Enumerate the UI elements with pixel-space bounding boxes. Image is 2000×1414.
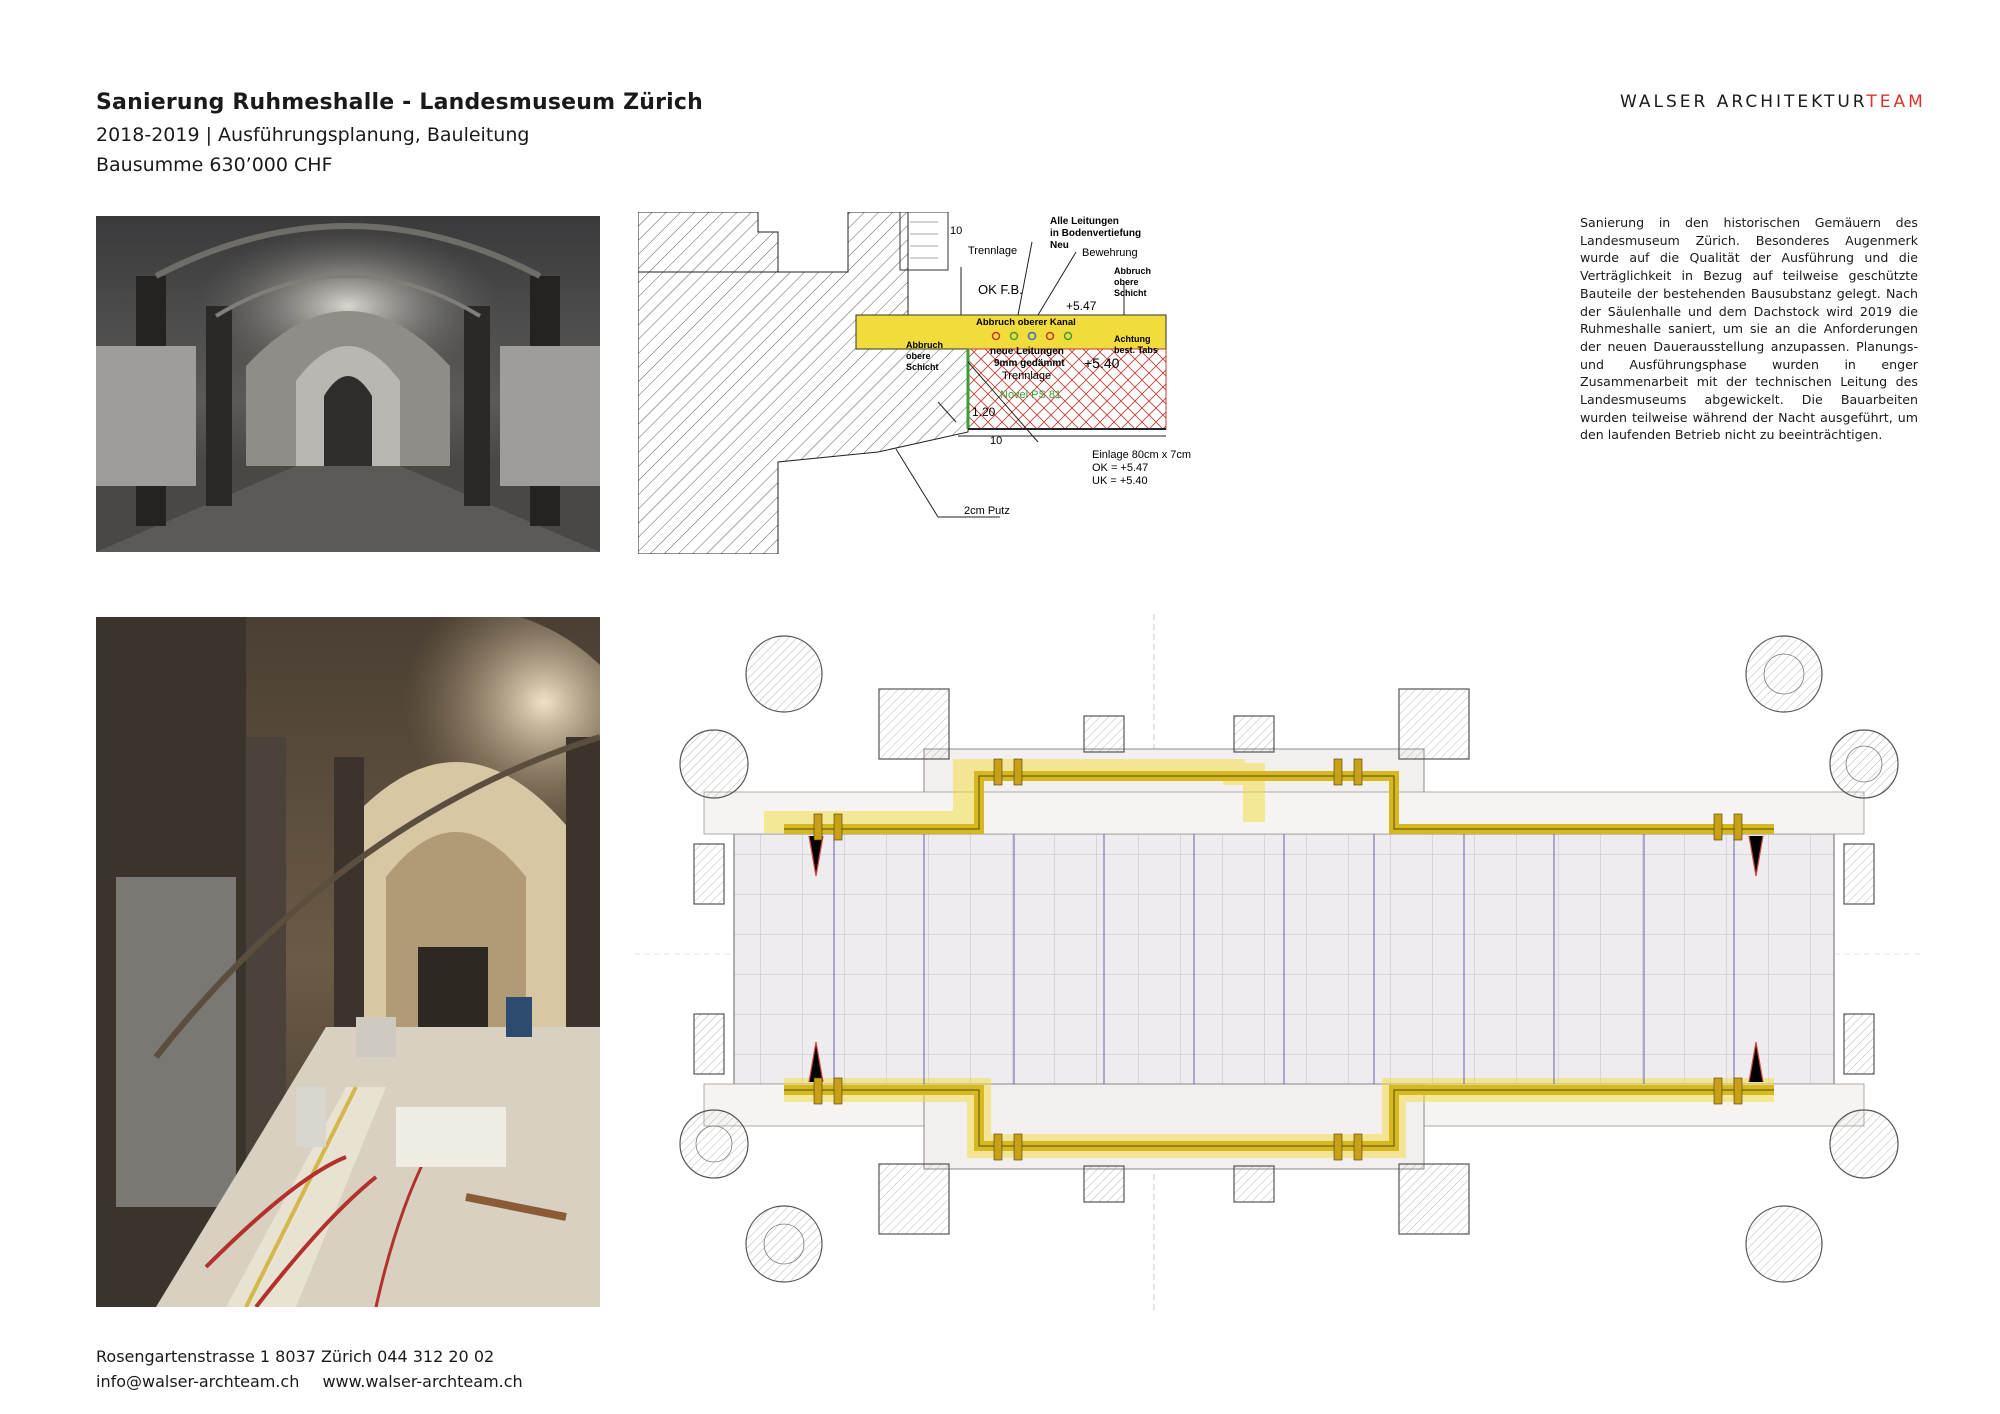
brand-main: WALSER ARCHITEKTUR bbox=[1620, 92, 1867, 112]
photo-hall-after bbox=[96, 216, 600, 552]
label-achtung-1: Achtung bbox=[1114, 334, 1151, 344]
label-uk: UK = +5.40 bbox=[1092, 475, 1148, 487]
label-abbruch-l2: obere bbox=[906, 351, 931, 361]
label-trennlage: Trennlage bbox=[1002, 370, 1052, 382]
label-alle-1: Alle Leitungen bbox=[1050, 216, 1119, 227]
page-title: Sanierung Ruhmeshalle - Landesmuseum Zürich bbox=[96, 90, 704, 115]
brand-accent: TEAM bbox=[1866, 92, 1926, 112]
project-period: 2018-2019 | Ausführungsplanung, Bauleitung bbox=[96, 124, 530, 146]
photo-hall-construction bbox=[96, 617, 600, 1307]
email-link[interactable]: info@walser-archteam.ch bbox=[96, 1372, 300, 1391]
label-alle-2: in Bodenvertiefung bbox=[1050, 228, 1142, 239]
label-abbruch-r1: Abbruch bbox=[1114, 266, 1151, 276]
label-abbruch-l3: Schicht bbox=[906, 362, 939, 372]
label-neue-1: neue Leitungen bbox=[990, 346, 1064, 357]
label-einlage: Einlage 80cm x 7cm bbox=[1092, 449, 1192, 461]
website-link[interactable]: www.walser-archteam.ch bbox=[322, 1372, 523, 1391]
brand-logo bbox=[1620, 92, 1926, 112]
label-alle-3: Neu bbox=[1050, 240, 1069, 251]
label-achtung-2: best. Tabs bbox=[1114, 345, 1158, 355]
footer-contact bbox=[96, 1372, 541, 1391]
label-ok: OK = +5.47 bbox=[1092, 462, 1149, 474]
label-540: +5.40 bbox=[1084, 355, 1120, 371]
label-kanal: Abbruch oberer Kanal bbox=[976, 317, 1076, 328]
label-neue-2: 9mm gedämmt bbox=[994, 358, 1065, 369]
label-putz: 2cm Putz bbox=[964, 505, 1010, 517]
label-novel: Novel PS 81 bbox=[1000, 389, 1062, 401]
project-budget: Bausumme 630’000 CHF bbox=[96, 154, 333, 176]
label-547: +5.47 bbox=[1066, 299, 1097, 313]
label-bewehrung: Bewehrung bbox=[1082, 247, 1138, 259]
label-abbruch-l1: Abbruch bbox=[906, 340, 943, 350]
floor-plan-drawing bbox=[634, 614, 1924, 1314]
project-description: Sanierung in den historischen Gemäuern des Landesmuseum Zürich. Besonderes Augenmerk wurde auf die Qualität der Ausführung und die Verträglichkeit in Bezug auf teilweise geschützte Bauteile der bestehenden Bausubstanz gelegt. Nach der Säulenhalle und dem Dachstock wird 2019 die Ruhmeshalle saniert, um sie an die Anforderungen der neuen Dauerausstellung anzupassen. Planungs- und Ausführungsphase wurden in enger Zusammenarbeit mit der technischen Leitung des Landesmuseums abgewickelt. Die Bauarbeiten wurden teilweise während der Nacht ausgeführt, um den laufenden Betrieb nicht zu beeinträchtigen. bbox=[1580, 215, 1918, 443]
label-10-top: 10 bbox=[950, 225, 963, 237]
label-okfb: OK F.B. bbox=[978, 282, 1023, 297]
label-abbruch-r3: Schicht bbox=[1114, 288, 1147, 298]
section-detail-drawing bbox=[638, 212, 1210, 554]
label-120: 1.20 bbox=[972, 405, 996, 419]
footer-address: Rosengartenstrasse 1 8037 Zürich 044 312 20 02 bbox=[96, 1347, 495, 1366]
label-trennlage-top: Trennlage bbox=[968, 245, 1018, 257]
label-10-bottom: 10 bbox=[990, 435, 1003, 447]
label-abbruch-r2: obere bbox=[1114, 277, 1139, 287]
